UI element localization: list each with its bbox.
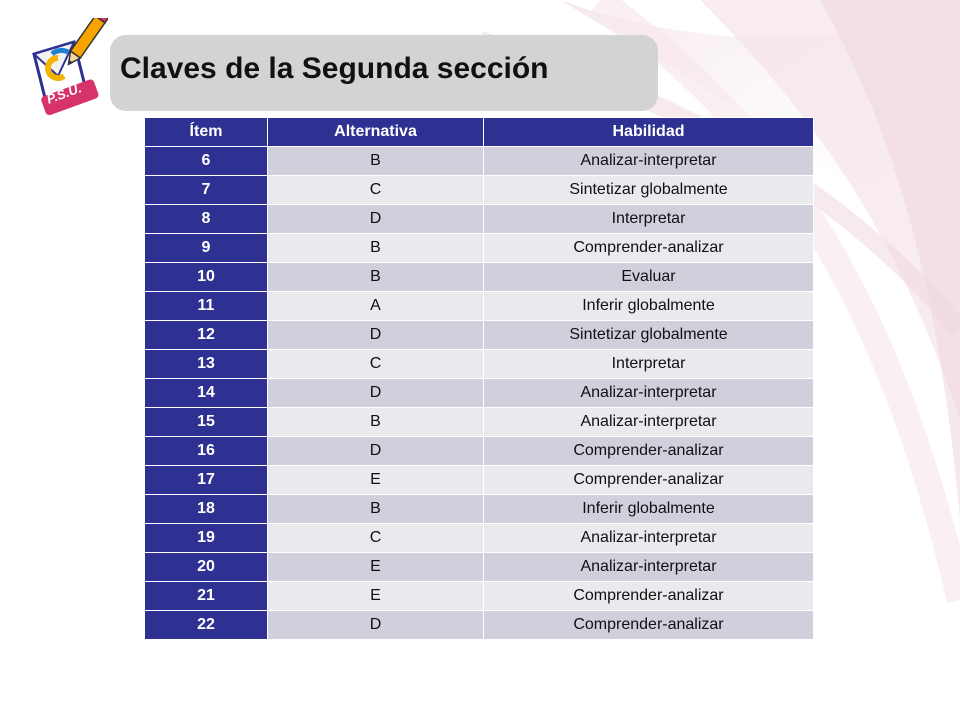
skill-cell: Evaluar	[484, 263, 814, 292]
skill-cell: Analizar-interpretar	[484, 408, 814, 437]
alternative-cell: D	[268, 437, 484, 466]
item-cell: 13	[145, 350, 268, 379]
skill-cell: Analizar-interpretar	[484, 147, 814, 176]
table-row	[145, 408, 814, 437]
item-cell: 21	[145, 582, 268, 611]
skill-cell: Analizar-interpretar	[484, 379, 814, 408]
skill-cell: Interpretar	[484, 205, 814, 234]
table-row	[145, 553, 814, 582]
alternative-cell: A	[268, 292, 484, 321]
skill-cell: Interpretar	[484, 350, 814, 379]
item-cell: 22	[145, 611, 268, 640]
alternative-cell: B	[268, 263, 484, 292]
item-cell: 20	[145, 553, 268, 582]
header-alternative: Alternativa	[268, 118, 484, 147]
alternative-cell: D	[268, 205, 484, 234]
table-row	[145, 611, 814, 640]
item-cell: 16	[145, 437, 268, 466]
item-cell: 9	[145, 234, 268, 263]
skill-cell: Inferir globalmente	[484, 292, 814, 321]
table-row	[145, 466, 814, 495]
alternative-cell: C	[268, 350, 484, 379]
table-row	[145, 292, 814, 321]
skill-cell: Comprender-analizar	[484, 582, 814, 611]
table-row	[145, 147, 814, 176]
skill-cell: Analizar-interpretar	[484, 524, 814, 553]
alternative-cell: E	[268, 553, 484, 582]
skill-cell: Sintetizar globalmente	[484, 176, 814, 205]
alternative-cell: E	[268, 582, 484, 611]
table-row	[145, 321, 814, 350]
table-row	[145, 205, 814, 234]
item-cell: 11	[145, 292, 268, 321]
table-header-row	[145, 118, 814, 147]
alternative-cell: C	[268, 176, 484, 205]
header-item: Ítem	[145, 118, 268, 147]
item-cell: 12	[145, 321, 268, 350]
table-row	[145, 234, 814, 263]
skill-cell: Comprender-analizar	[484, 437, 814, 466]
skill-cell: Inferir globalmente	[484, 495, 814, 524]
item-cell: 18	[145, 495, 268, 524]
alternative-cell: B	[268, 147, 484, 176]
item-cell: 14	[145, 379, 268, 408]
logo-text: P.S.U.	[44, 80, 84, 107]
alternative-cell: D	[268, 611, 484, 640]
item-cell: 10	[145, 263, 268, 292]
table-row	[145, 437, 814, 466]
table-row	[145, 379, 814, 408]
item-cell: 8	[145, 205, 268, 234]
skill-cell: Sintetizar globalmente	[484, 321, 814, 350]
item-cell: 15	[145, 408, 268, 437]
psu-logo	[28, 18, 108, 118]
skill-cell: Comprender-analizar	[484, 234, 814, 263]
item-cell: 19	[145, 524, 268, 553]
page-title: Claves de la Segunda sección	[120, 52, 549, 85]
alternative-cell: C	[268, 524, 484, 553]
item-cell: 7	[145, 176, 268, 205]
table-row	[145, 524, 814, 553]
pencil-logo-icon	[28, 18, 108, 118]
table-row	[145, 495, 814, 524]
skill-cell: Analizar-interpretar	[484, 553, 814, 582]
alternative-cell: E	[268, 466, 484, 495]
skill-cell: Comprender-analizar	[484, 611, 814, 640]
answer-key-table	[144, 117, 814, 640]
item-cell: 6	[145, 147, 268, 176]
alternative-cell: B	[268, 234, 484, 263]
table-row	[145, 176, 814, 205]
skill-cell: Comprender-analizar	[484, 466, 814, 495]
alternative-cell: D	[268, 379, 484, 408]
table-row	[145, 582, 814, 611]
table-row	[145, 350, 814, 379]
header-skill: Habilidad	[484, 118, 814, 147]
alternative-cell: B	[268, 495, 484, 524]
table-row	[145, 263, 814, 292]
alternative-cell: B	[268, 408, 484, 437]
item-cell: 17	[145, 466, 268, 495]
alternative-cell: D	[268, 321, 484, 350]
